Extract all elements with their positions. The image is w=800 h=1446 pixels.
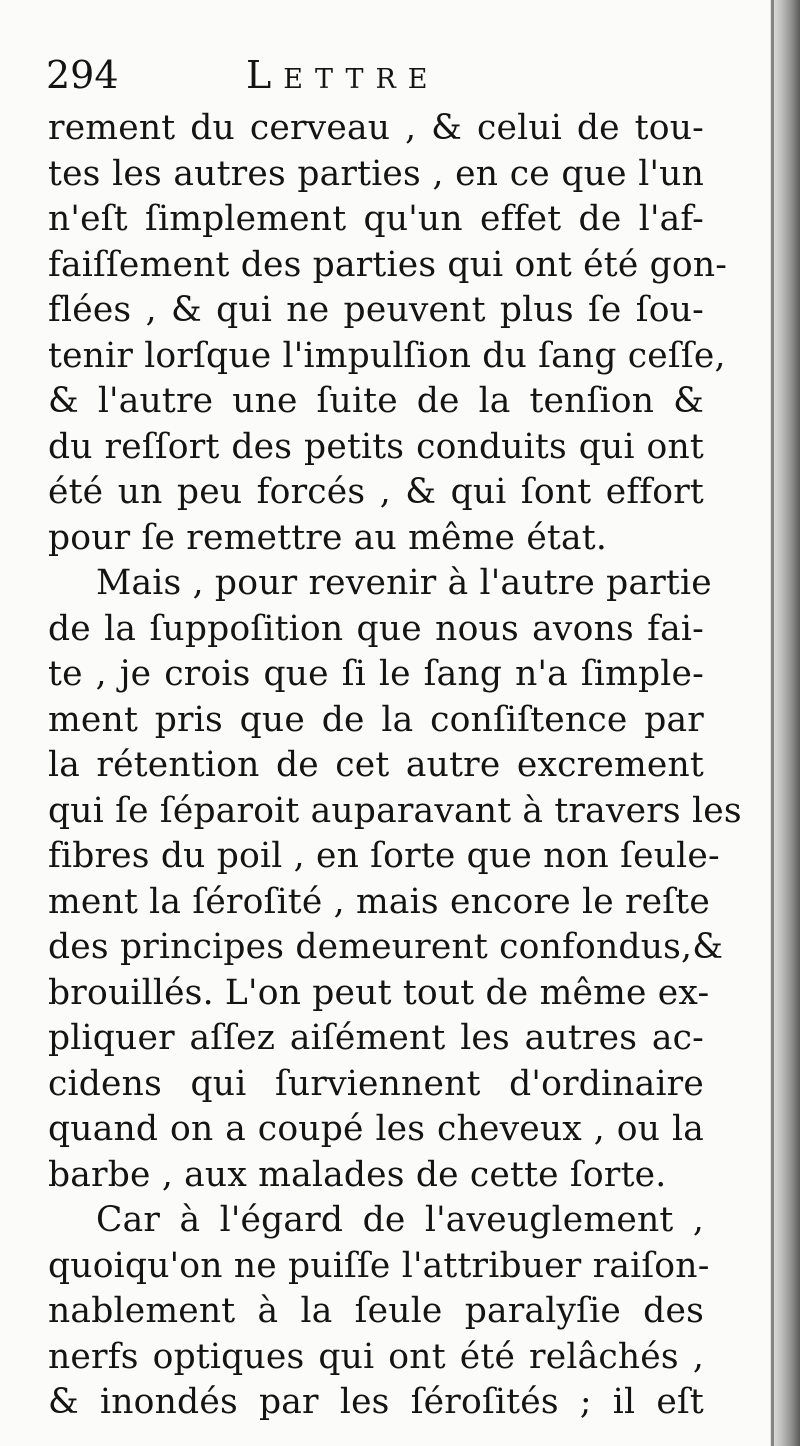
text-line: nablement à la ſeule paralyſie des: [48, 1291, 704, 1331]
text-line: de la ſuppoſition que nous avons fai-: [48, 608, 704, 649]
text-line: Car à l'égard de l'aveuglement ,: [96, 1200, 704, 1240]
text-line: été un peu forcés , & qui ſont effort: [48, 472, 704, 512]
page-header: [46, 50, 736, 100]
text-line: ment la ſéroſité , mais encore le reſte: [48, 881, 710, 922]
text-line: cidens qui ſurviennent d'ordinaire: [48, 1063, 704, 1104]
text-line: tenir lorſque l'impulſion du ſang ceſſe,: [48, 335, 726, 376]
body-text: [48, 106, 742, 1426]
running-title: Lettre: [246, 53, 440, 97]
text-line: la rétention de cet autre excrement: [48, 745, 704, 785]
text-line: n'eſt ſimplement qu'un effet de l'af-: [48, 199, 704, 239]
text-line: faiſſement des parties qui ont été gon-: [48, 244, 728, 285]
text-line: des principes demeurent confondus,&: [48, 927, 724, 967]
text-line: barbe , aux malades de cette ſorte.: [48, 1154, 667, 1195]
text-line: flées , & qui ne peuvent plus ſe ſou-: [48, 290, 704, 330]
text-line: Mais , pour revenir à l'autre partie: [96, 563, 712, 603]
text-line: fibres du poil , en ſorte que non ſeule-: [48, 836, 720, 876]
text-line: te , je crois que ſi le ſang n'a ſimple-: [48, 654, 704, 694]
text-line: nerfs optiques qui ont été relâchés ,: [48, 1336, 704, 1377]
binding-gutter: [770, 0, 800, 1446]
text-line: quand on a coupé les cheveux , ou la: [48, 1109, 704, 1149]
text-line: & l'autre une ſuite de la tenſion &: [48, 381, 704, 421]
text-line: ment pris que de la conſiſtence par: [48, 699, 704, 740]
text-line: qui ſe ſéparoit auparavant à travers les: [48, 790, 742, 831]
text-line: du reſſort des petits conduits qui ont: [48, 426, 704, 467]
text-line: brouillés. L'on peut tout de même ex-: [48, 972, 710, 1013]
text-line: tes les autres parties , en ce que l'un: [48, 153, 704, 194]
text-line: & inondés par les ſéroſités ; il eſt: [48, 1382, 704, 1422]
text-line: pliquer aſſez aiſément les autres ac-: [48, 1018, 704, 1058]
text-line: quoiqu'on ne puiſſe l'attribuer raiſon-: [48, 1245, 710, 1286]
page-number: 294: [46, 53, 119, 97]
binding-edge: [771, 0, 774, 1446]
text-line: rement du cerveau , & celui de tou-: [48, 108, 704, 148]
text-line: pour ſe remettre au même état.: [48, 517, 607, 558]
